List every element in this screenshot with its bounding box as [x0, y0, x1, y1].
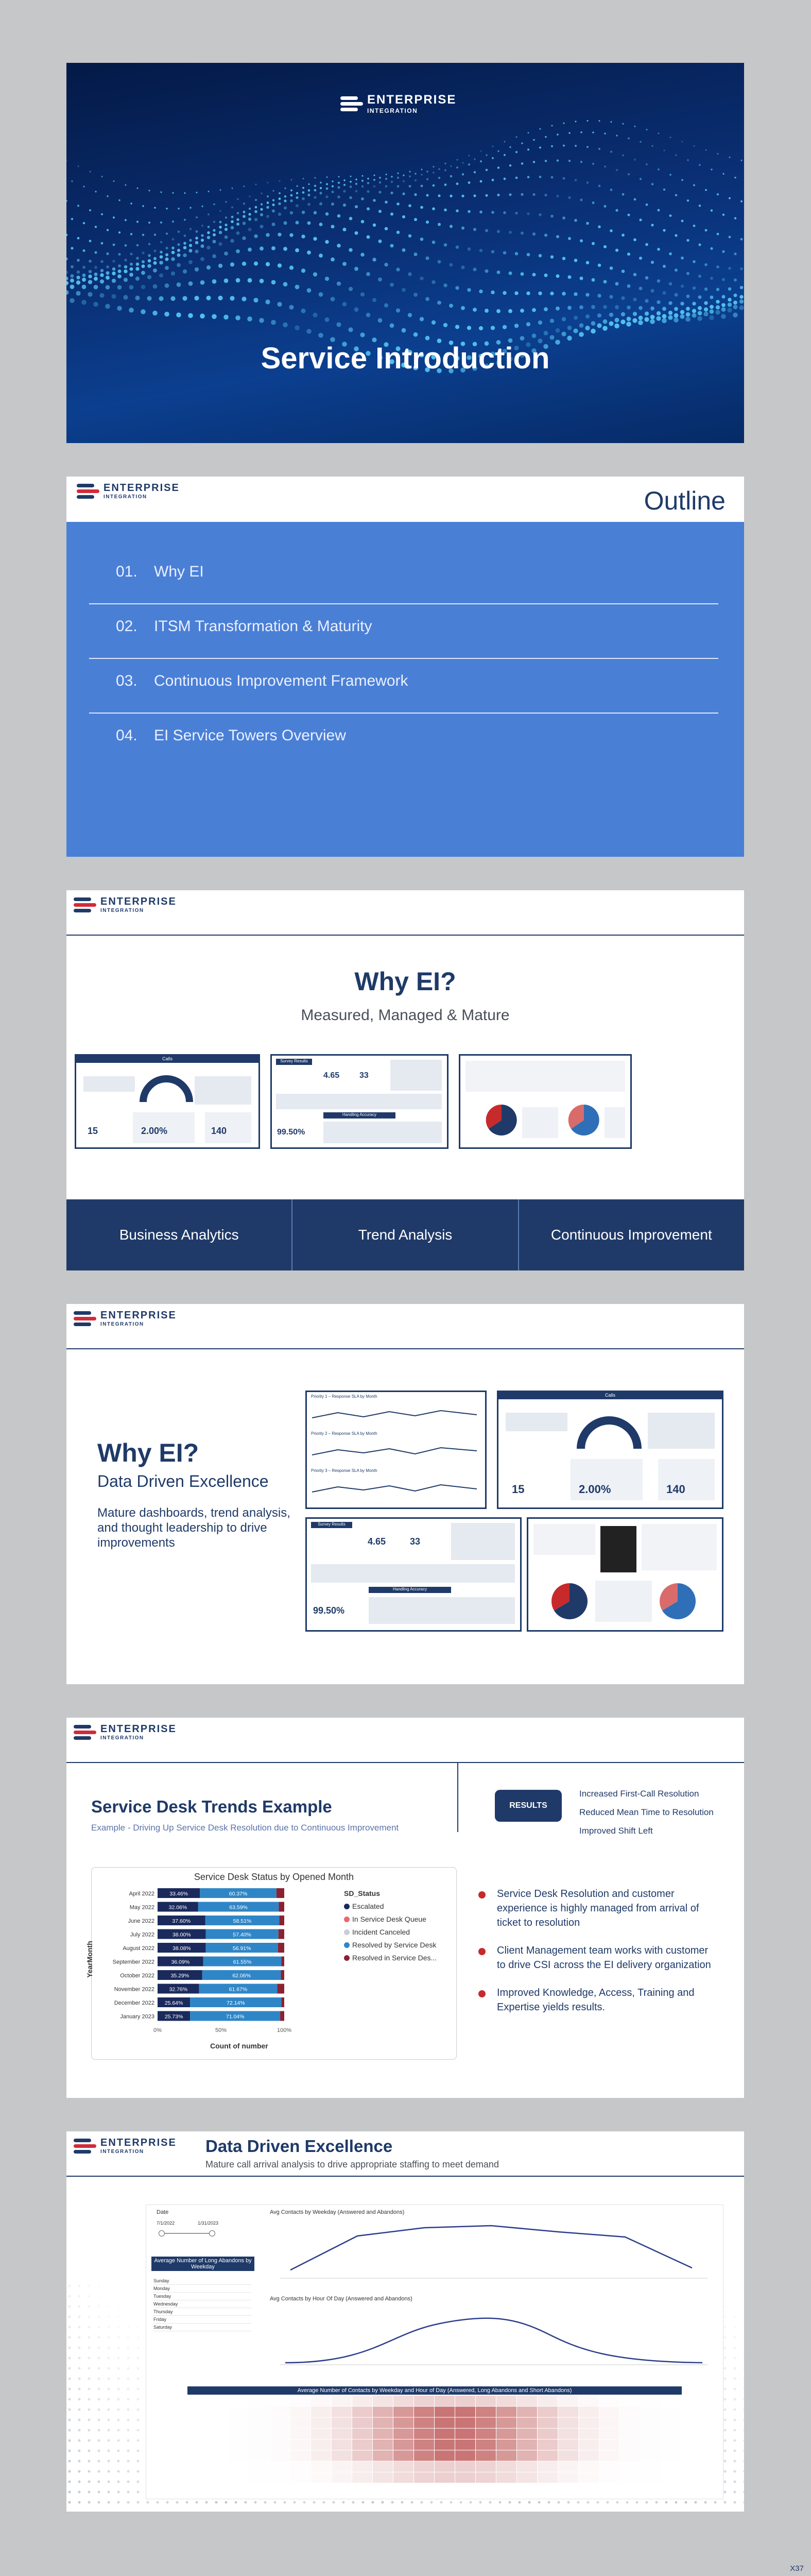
chart-title: Avg Contacts by Hour Of Day (Answered and Abandons) — [270, 2296, 412, 2302]
logo-text-line1: ENTERPRISE — [100, 2137, 177, 2148]
logo-text-line2: INTEGRATION — [103, 494, 147, 500]
thumb-value: 33 — [359, 1071, 369, 1080]
weekday-line-chart — [270, 2216, 713, 2289]
thumb-header: Survey Results — [311, 1522, 352, 1528]
divider — [89, 713, 718, 714]
chart-plot — [92, 1868, 339, 2043]
tab-business-analytics: Business Analytics — [66, 1199, 292, 1270]
thumb-header: Handling Accuracy — [369, 1587, 451, 1593]
bar-data-label: 35.29% — [170, 1973, 189, 1979]
date-to: 1/31/2023 — [198, 2221, 219, 2226]
bullet-list — [476, 1887, 718, 2028]
thumb-header: Handling Accuracy — [323, 1112, 395, 1118]
slider-handle[interactable] — [209, 2230, 215, 2236]
thumb-value: 4.65 — [368, 1536, 386, 1547]
chart-title: Avg Contacts by Weekday (Answered and Abandons) — [270, 2209, 405, 2215]
category-label: October 2022 — [120, 1973, 154, 1979]
slide-outline — [66, 477, 744, 857]
enterprise-integration-logo — [74, 2138, 177, 2155]
bar-segment — [279, 1902, 284, 1912]
x-tick-label: 0% — [153, 2027, 162, 2033]
logo-mark-icon — [74, 897, 96, 913]
dashboard-thumbnail-pies — [459, 1054, 632, 1149]
thumb-header: Calls — [162, 1056, 172, 1061]
logo-text-line1: ENTERPRISE — [100, 896, 177, 907]
service-desk-status-chart — [85, 1867, 457, 2060]
pie-graphic — [528, 1519, 722, 1630]
slide-title — [66, 63, 744, 443]
category-label: July 2022 — [130, 1931, 154, 1938]
bar-segment — [281, 1970, 284, 1980]
bar-data-label: 38.00% — [172, 1931, 191, 1938]
legend-item: Resolved in Service Des... — [344, 1952, 437, 1964]
bar-data-label: 36.09% — [171, 1959, 190, 1965]
legend-item: Incident Canceled — [344, 1926, 437, 1939]
bar-data-label: 38.08% — [172, 1945, 191, 1952]
bar-data-label: 32.76% — [169, 1986, 188, 1993]
bar-data-label: 32.06% — [168, 1904, 187, 1911]
logo-text-line2: INTEGRATION — [100, 1321, 144, 1327]
outline-item: 02. ITSM Transformation & Maturity — [116, 618, 372, 635]
date-from: 7/1/2022 — [157, 2221, 175, 2226]
slide-subheading: Measured, Managed & Mature — [301, 1007, 510, 1024]
header-rule — [66, 2176, 744, 2177]
bar-data-label: 62.06% — [232, 1973, 251, 1979]
sla-lines-graphic — [307, 1392, 485, 1507]
long-abandons-table — [153, 2277, 251, 2331]
category-label: April 2022 — [129, 1891, 154, 1897]
table-row: Wednesday — [153, 2300, 251, 2308]
legend-item: Escalated — [344, 1900, 437, 1913]
tab-continuous-improvement: Continuous Improvement — [550, 1227, 712, 1243]
category-label: August 2022 — [123, 1945, 154, 1952]
chart-y-axis-label: YearMonth — [85, 1941, 94, 1978]
results-item: Reduced Mean Time to Resolution — [579, 1807, 714, 1817]
legend-title: SD_Status — [344, 1889, 381, 1897]
enterprise-integration-logo — [77, 483, 180, 500]
bullet-item: Client Management team works with customer to drive CSI across the EI delivery organization — [476, 1943, 718, 1972]
bar-data-label: 25.73% — [164, 2013, 183, 2020]
thumb-value: 4.65 — [323, 1071, 340, 1080]
chart-title: Service Desk Status by Opened Month — [194, 1872, 354, 1882]
bar-data-label: 56.91% — [232, 1945, 251, 1952]
dot-wave-graphic — [66, 63, 744, 443]
date-filter-label: Date — [157, 2209, 169, 2215]
logo-text-line2: INTEGRATION — [100, 908, 144, 913]
bar-data-label: 61.67% — [229, 1986, 248, 1993]
x-tick-label: 100% — [277, 2027, 292, 2033]
slide-body-text: Mature dashboards, trend analysis, and thought leadership to drive improvements — [97, 1506, 290, 1550]
divider — [89, 658, 718, 659]
logo-mark-icon — [74, 1311, 96, 1327]
category-label: June 2022 — [128, 1918, 154, 1924]
thumb-value: 140 — [211, 1126, 227, 1136]
bullet-dot-icon — [478, 1990, 486, 1997]
dashboard-thumbnail-sla — [305, 1391, 487, 1509]
bar-data-label: 25.64% — [164, 2000, 183, 2006]
slide-why-ei-measured — [66, 890, 744, 1270]
table-row: Friday — [153, 2316, 251, 2324]
pie-graphic — [460, 1056, 630, 1147]
bar-data-label: 72.14% — [226, 2000, 245, 2006]
header-rule — [66, 935, 744, 936]
thumb-label: Priority 3 – Response SLA by Month — [311, 1468, 377, 1473]
bar-data-label: 37.60% — [172, 1918, 191, 1924]
bar-data-label: 58.51% — [233, 1918, 252, 1924]
dashboard-thumbnail-calls — [497, 1391, 723, 1509]
logo-mark-icon — [74, 1725, 96, 1740]
thumb-label: Priority 1 – Response SLA by Month — [311, 1394, 377, 1399]
outline-title: Outline — [644, 486, 726, 515]
bar-segment — [278, 1943, 284, 1953]
logo-mark-icon — [74, 2139, 96, 2154]
bar-data-label: 60.37% — [229, 1891, 248, 1897]
bar-data-label: 61.55% — [233, 1959, 252, 1965]
bar-data-label: 63.59% — [229, 1904, 248, 1911]
thumb-header: Calls — [605, 1393, 615, 1398]
logo-text-line1: ENTERPRISE — [100, 1723, 177, 1735]
results-badge: RESULTS — [495, 1790, 562, 1822]
bar-segment — [281, 1957, 284, 1967]
table-row: Sunday — [153, 2277, 251, 2285]
dashboard-thumbnail-survey — [305, 1517, 522, 1632]
thumb-value: 140 — [666, 1483, 685, 1496]
category-label: September 2022 — [112, 1959, 154, 1965]
thumb-header: Survey Results — [276, 1059, 312, 1065]
bar-segment — [279, 1929, 284, 1939]
category-label: January 2023 — [120, 2013, 154, 2020]
enterprise-integration-logo — [74, 896, 177, 913]
outline-item: 01. Why EI — [116, 563, 204, 580]
thumb-value: 2.00% — [579, 1483, 611, 1496]
slide-subheading: Mature call arrival analysis to drive appropriate staffing to meet demand — [205, 2159, 499, 2170]
results-item: Improved Shift Left — [579, 1826, 653, 1836]
thumb-value: 33 — [410, 1536, 421, 1547]
dashboard-thumbnail-calls — [75, 1054, 260, 1149]
thumb-value: 15 — [512, 1483, 525, 1496]
header-rule — [66, 1348, 744, 1349]
table-row: Monday — [153, 2285, 251, 2293]
logo-text-line1: ENTERPRISE — [100, 1310, 177, 1321]
table-header: Average Number of Long Abandons by Weekday — [151, 2257, 254, 2271]
thumb-value: 2.00% — [141, 1126, 168, 1136]
bullet-dot-icon — [478, 1948, 486, 1955]
slide-why-ei-data-driven — [66, 1304, 744, 1684]
logo-mark-icon — [77, 484, 99, 499]
page-number: X37 — [790, 2564, 804, 2573]
dashboard-thumbnail-pies — [527, 1517, 723, 1632]
bar-segment — [280, 2011, 284, 2021]
enterprise-integration-logo — [74, 1310, 177, 1327]
logo-text-line2: INTEGRATION — [100, 2149, 144, 2155]
enterprise-integration-logo — [74, 1724, 177, 1741]
table-row: Thursday — [153, 2308, 251, 2316]
header-rule — [66, 1762, 744, 1763]
logo-text-line1: ENTERPRISE — [103, 482, 180, 494]
call-arrival-dashboard — [146, 2205, 723, 2499]
bullet-item: Improved Knowledge, Access, Training and Expertise yields results. — [476, 1986, 718, 2014]
chart-x-axis-label: Count of number — [210, 2042, 268, 2050]
thumb-label: Priority 2 – Response SLA by Month — [311, 1431, 377, 1436]
logo-text-line2: INTEGRATION — [100, 1735, 144, 1741]
thumb-value: 15 — [88, 1126, 98, 1136]
slide-heading: Service Desk Trends Example — [91, 1797, 332, 1816]
legend-item: In Service Desk Queue — [344, 1913, 437, 1926]
slide-data-driven-excellence — [66, 2131, 744, 2512]
slider-handle[interactable] — [159, 2230, 165, 2236]
slide-subheading: Data Driven Excellence — [97, 1472, 269, 1490]
bar-segment — [277, 1888, 284, 1898]
dashboard-thumbnail-survey — [270, 1054, 448, 1149]
bar-data-label: 33.46% — [169, 1891, 188, 1897]
outline-item: 03. Continuous Improvement Framework — [116, 672, 408, 689]
vertical-divider — [457, 1763, 458, 1832]
legend-item: Resolved by Service Desk — [344, 1939, 437, 1952]
category-label: November 2022 — [114, 1986, 154, 1993]
outline-panel — [66, 522, 744, 857]
slide-heading: Why EI? — [354, 967, 456, 996]
bar-segment — [279, 1916, 284, 1925]
slide-subheading: Example - Driving Up Service Desk Resolution due to Continuous Improvement — [91, 1823, 399, 1833]
slide-heading: Why EI? — [97, 1438, 199, 1467]
bullet-dot-icon — [478, 1891, 486, 1899]
table-row: Tuesday — [153, 2293, 251, 2300]
thumb-value: 99.50% — [313, 1605, 345, 1616]
slide-heading: Data Driven Excellence — [205, 2137, 393, 2156]
logo-text-line1: ENTERPRISE — [367, 93, 457, 107]
results-list — [579, 1785, 714, 1840]
divider — [89, 603, 718, 604]
date-slider[interactable] — [161, 2233, 212, 2234]
logo-mark-icon — [340, 96, 363, 112]
chart-legend — [344, 1887, 437, 1964]
contacts-heatmap — [187, 2396, 682, 2483]
category-label: May 2022 — [129, 1904, 154, 1911]
logo-text-line2: INTEGRATION — [367, 107, 418, 114]
hour-line-chart — [270, 2303, 713, 2375]
outline-item: 04. EI Service Towers Overview — [116, 727, 346, 744]
table-row: Saturday — [153, 2324, 251, 2331]
bullet-item: Service Desk Resolution and customer experience is highly managed from arrival of ticket to resolution — [476, 1887, 718, 1930]
heatmap-header: Average Number of Contacts by Weekday and Hour of Day (Answered, Long Abandons and Short Abandons) — [187, 2386, 682, 2395]
bar-data-label: 71.04% — [226, 2013, 245, 2020]
category-label: December 2022 — [114, 2000, 154, 2006]
bar-data-label: 57.40% — [233, 1931, 251, 1938]
enterprise-integration-logo — [340, 94, 456, 114]
bar-segment — [277, 1984, 284, 1994]
bar-segment — [282, 1997, 284, 2007]
results-item: Increased First-Call Resolution — [579, 1789, 699, 1799]
x-tick-label: 50% — [215, 2027, 227, 2033]
slide-title-text: Service Introduction — [261, 342, 550, 375]
analytics-tabs — [66, 1199, 744, 1270]
tab-trend-analysis: Trend Analysis — [292, 1199, 519, 1270]
thumb-value: 99.50% — [277, 1128, 305, 1137]
slide-service-desk-trends — [66, 1718, 744, 2098]
